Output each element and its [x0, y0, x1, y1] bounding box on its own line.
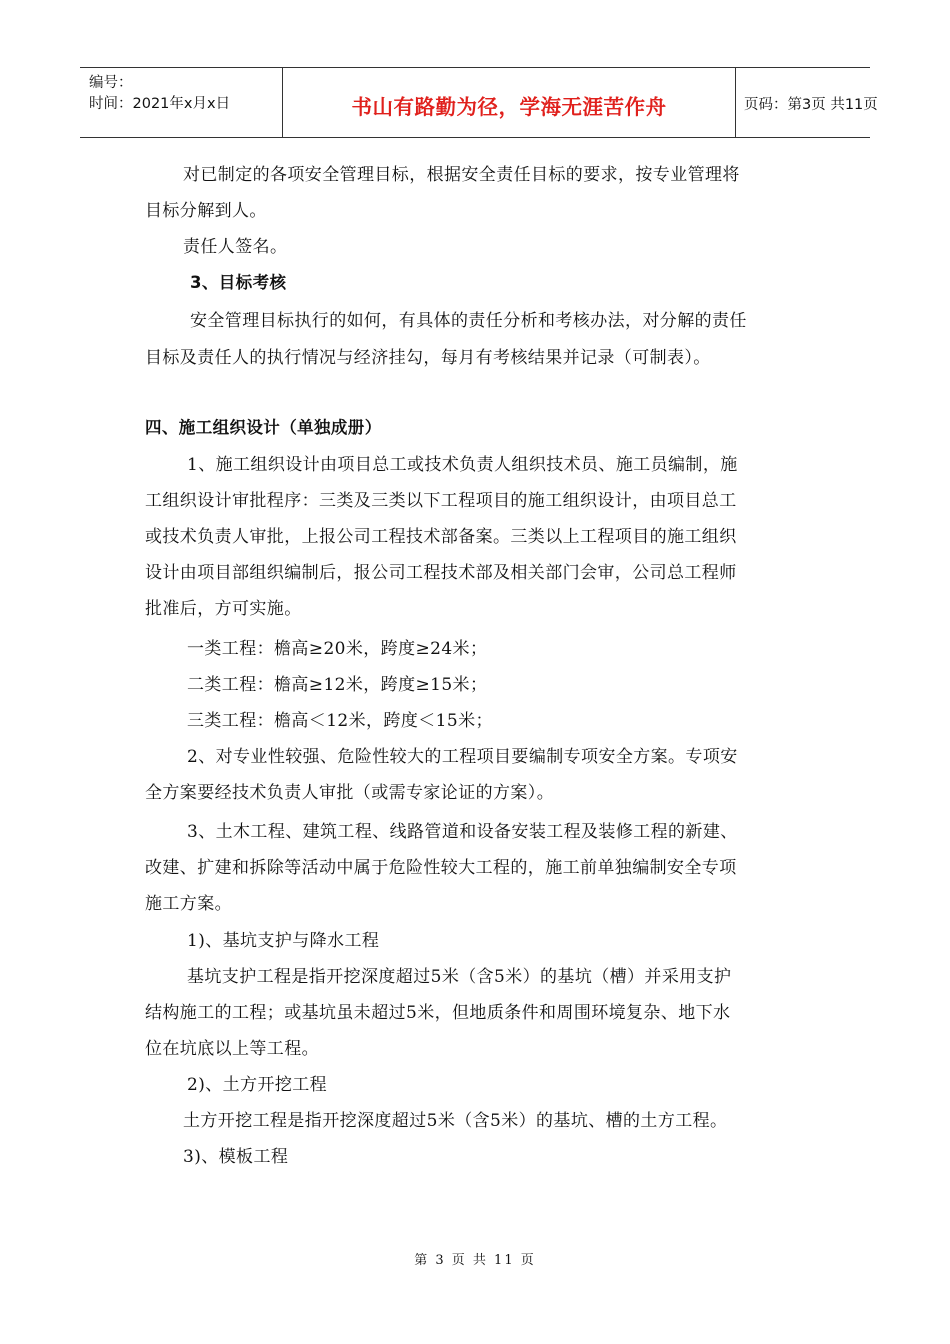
subsection-heading: 1)、基坑支护与降水工程: [187, 931, 380, 951]
paragraph-line: 3、土木工程、建筑工程、线路管道和设备安装工程及装修工程的新建、: [187, 822, 738, 842]
category-line: 三类工程：檐高＜12米，跨度＜15米；: [187, 711, 493, 731]
paragraph-line: 基坑支护工程是指开挖深度超过5米（含5米）的基坑（槽）并采用支护: [187, 967, 732, 987]
paragraph-line: 批准后，方可实施。: [145, 599, 302, 619]
paragraph-line: 位在坑底以上等工程。: [145, 1039, 319, 1059]
paragraph-line: 责任人签名。: [183, 237, 288, 257]
document-number-label: 编号：: [89, 75, 133, 91]
paragraph-line: 施工方案。: [145, 894, 232, 914]
header-page-number: 页码：第3页 共11页: [744, 97, 878, 113]
subsection-heading: 3)、模板工程: [183, 1147, 289, 1167]
paragraph-line: 结构施工的工程；或基坑虽未超过5米，但地质条件和周围环境复杂、地下水: [145, 1003, 731, 1023]
header-meta-cell: [80, 68, 283, 137]
paragraph-line: 1、施工组织设计由项目总工或技术负责人组织技术员、施工员编制，施: [187, 455, 738, 475]
chapter-heading: 四、施工组织设计（单独成册）: [145, 418, 382, 437]
header-page-cell: [736, 68, 878, 137]
paragraph-line: 或技术负责人审批，上报公司工程技术部备案。三类以上工程项目的施工组织: [145, 527, 737, 547]
paragraph-line: 目标及责任人的执行情况与经济挂勾，每月有考核结果并记录（可制表）。: [145, 348, 711, 368]
page-footer: 第 3 页 共 11 页: [414, 1253, 536, 1268]
paragraph-line: 土方开挖工程是指开挖深度超过5米（含5米）的基坑、槽的土方工程。: [183, 1111, 728, 1131]
paragraph-line: 2、对专业性较强、危险性较大的工程项目要编制专项安全方案。专项安: [187, 747, 738, 767]
paragraph-line: 安全管理目标执行的如何，有具体的责任分析和考核办法，对分解的责任: [190, 311, 747, 331]
category-line: 二类工程：檐高≥12米，跨度≥15米；: [187, 675, 488, 695]
section-heading: 3、目标考核: [190, 273, 287, 292]
paragraph-line: 对已制定的各项安全管理目标，根据安全责任目标的要求，按专业管理将: [183, 165, 740, 185]
header-motto-cell: [283, 68, 736, 137]
page-header: [80, 67, 878, 138]
paragraph-line: 全方案要经技术负责人审批（或需专家论证的方案）。: [145, 783, 555, 803]
paragraph-line: 设计由项目部组织编制后，报公司工程技术部及相关部门会审，公司总工程师: [145, 563, 737, 583]
paragraph-line: 工组织设计审批程序：三类及三类以下工程项目的施工组织设计，由项目总工: [145, 491, 737, 511]
header-motto: 书山有路勤为径，学海无涯苦作舟: [351, 95, 667, 119]
subsection-heading: 2)、土方开挖工程: [187, 1075, 328, 1095]
paragraph-line: 目标分解到人。: [145, 201, 267, 221]
paragraph-line: 改建、扩建和拆除等活动中属于危险性较大工程的，施工前单独编制安全专项: [145, 858, 737, 878]
document-date-label: 时间：2021年x月x日: [89, 96, 231, 112]
category-line: 一类工程：檐高≥20米，跨度≥24米；: [187, 639, 488, 659]
